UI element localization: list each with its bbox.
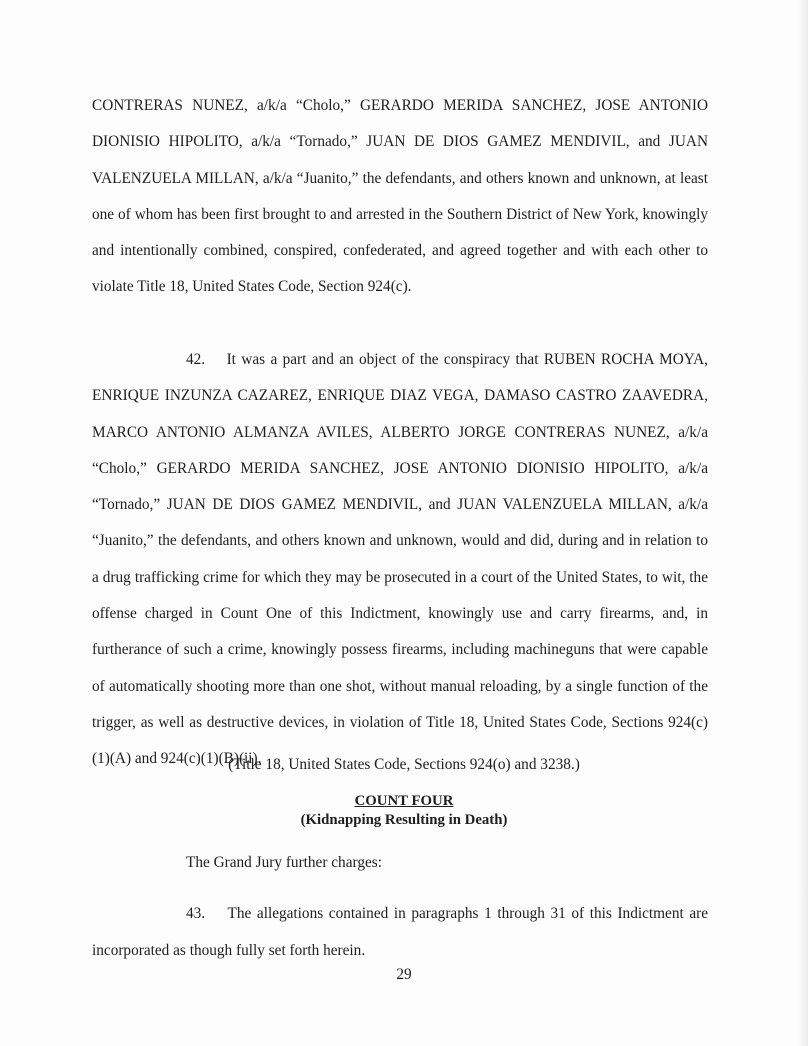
page-edge-shadow [798, 0, 808, 1046]
continuation-paragraph [92, 88, 708, 306]
paragraph-42-text: 42. It was a part and an object of the conspiracy that RUBEN ROCHA MOYA, ENRIQUE INZUNZA CAZAREZ, ENRIQUE DIAZ VEGA, DAMASO CASTRO ZAAVEDRA, MARCO ANTONIO ALMANZA AVILES, ALBERTO JORGE CONTRERAS NUNEZ, a/k/a “Cholo,” GERARDO MERIDA SANCHEZ, JOSE ANTONIO DIONISIO HIPOLITO, a/k/a “Tornado,” JUAN DE DIOS GAMEZ MENDIVIL, and JUAN VALENZUELA MILLAN, a/k/a “Juanito,” the defendants, and others known and unknown, would and did, during and in relation to a drug trafficking crime for which they may be prosecuted in a court of the United States, to wit, the offense charged in Count One of this Indictment, knowingly use and carry firearms, and, in furtherance of such a crime, knowingly possess firearms, including machineguns that were capable of automatically shooting more than one shot, without manual reloading, by a single function of the trigger, as well as destructive devices, in violation of Title 18, United States Code, Sections 924(c)(1)(A) and 924(c)(1)(B)(ii). [92, 351, 708, 768]
paragraph-43-text: 43. The allegations contained in paragraphs 1 through 31 of this Indictment are incorporated as though fully set forth herein. [92, 905, 708, 959]
continuation-paragraph-text: CONTRERAS NUNEZ, a/k/a “Cholo,” GERARDO MERIDA SANCHEZ, JOSE ANTONIO DIONISIO HIPOLITO, a/k/a “Tornado,” JUAN DE DIOS GAMEZ MENDIVIL, and JUAN VALENZUELA MILLAN, a/k/a “Juanito,” the defendants, and others known and unknown, at least one of whom has been first brought to and arrested in the Southern District of New York, knowingly and intentionally combined, conspired, confederated, and agreed together and with each other to violate Title 18, United States Code, Section 924(c). [92, 97, 708, 296]
page-number: 29 [396, 966, 412, 983]
grand-jury-line: The Grand Jury further charges: [186, 854, 382, 871]
count-subtitle: (Kidnapping Resulting in Death) [300, 812, 508, 828]
count-title: COUNT FOUR [354, 793, 454, 809]
statute-citation: (Title 18, United States Code, Sections 924(o) and 3238.) [228, 756, 580, 773]
count-heading [0, 792, 808, 830]
paragraph-42 [92, 342, 708, 778]
